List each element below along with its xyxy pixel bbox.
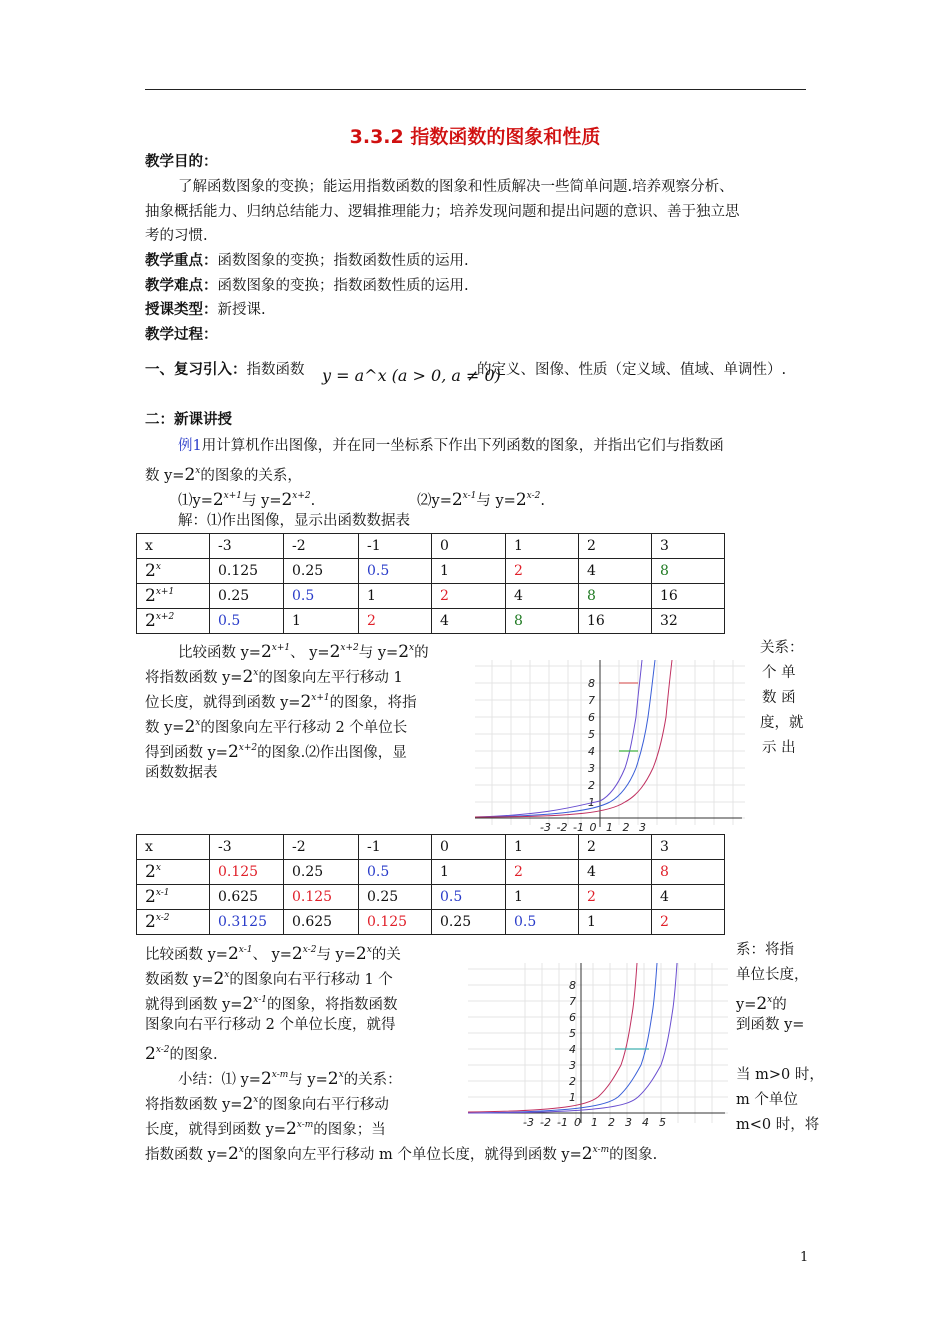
exponent: x	[155, 863, 161, 873]
item2-pre: ⑵y=	[417, 493, 452, 509]
table-cell: 0.5	[506, 910, 579, 935]
table-cell: 0.25	[284, 860, 359, 885]
exponent: x-m	[271, 1070, 289, 1080]
review-pre: 指数函数	[246, 362, 305, 378]
graph-2	[463, 958, 731, 1130]
table-cell: 16	[579, 609, 652, 634]
base: 2	[515, 490, 527, 510]
table-row	[137, 885, 725, 910]
table-cell: 3	[652, 835, 725, 860]
exponent: x	[195, 718, 201, 728]
exponent: x-1	[238, 945, 253, 955]
t: 的图象向右平行移动 1 个	[229, 972, 393, 988]
item2-mid: 与 y=	[476, 493, 516, 509]
summary-line-1	[178, 1065, 402, 1090]
goals-label: 教学目的：	[145, 154, 218, 170]
tick-label: -1	[557, 1116, 568, 1129]
difficulty	[145, 276, 469, 296]
table-cell: 0	[432, 534, 506, 559]
table-cell: 1	[506, 885, 579, 910]
exponent: x	[195, 466, 201, 476]
compare1-right-1: 关系：	[760, 640, 804, 656]
t: 得到函数 y=	[145, 745, 228, 761]
tick-label: 3	[625, 1116, 632, 1129]
compare1-line-5	[145, 738, 407, 763]
t: 的图象.	[609, 1147, 658, 1163]
tick-label: 6	[588, 711, 595, 724]
t: 的图象，将指	[329, 695, 417, 711]
base: 2	[329, 642, 341, 662]
exponent: x+1	[155, 587, 175, 597]
base: 2	[242, 994, 254, 1014]
table-cell: 0.5	[359, 860, 432, 885]
compare1-right-3: 数 函	[762, 690, 796, 706]
compare2-line-1	[145, 940, 401, 965]
t: 将指数函数 y=	[145, 1097, 243, 1113]
row-label	[137, 609, 210, 634]
table-row	[137, 584, 725, 609]
table-cell: 4	[432, 609, 506, 634]
table-cell: 4	[506, 584, 579, 609]
table-cell: 2	[579, 534, 652, 559]
compare2-right-4: 到函数 y=	[736, 1017, 805, 1033]
summary-right-1: 当 m>0 时，	[736, 1067, 824, 1083]
curve-2^(x+1)	[475, 660, 655, 817]
tick-label: 0	[589, 821, 597, 833]
base: 2	[227, 1144, 239, 1164]
exponent: x-2	[526, 491, 541, 501]
base: 2	[327, 1069, 339, 1089]
base: 2	[213, 969, 225, 989]
table-cell: 0.125	[210, 860, 284, 885]
review-line	[145, 360, 305, 380]
tick-label: -3	[523, 1116, 534, 1129]
compare1-right-2: 个 单	[762, 665, 796, 681]
table-cell: 0.3125	[210, 910, 284, 935]
compare1-line-2	[145, 663, 403, 688]
exponent: x	[155, 562, 161, 572]
grid	[468, 963, 728, 1123]
tick-label: 7	[569, 995, 576, 1008]
curve-2^(x+2)	[475, 660, 642, 817]
table-cell: x	[137, 835, 210, 860]
t: 将指数函数 y=	[145, 670, 243, 686]
compare1-line-6: 函数数据表	[145, 765, 218, 781]
review-post: 的定义、图像、性质（定义域、值域、单调性）.	[477, 362, 787, 378]
exponent: x	[253, 668, 259, 678]
base: 2	[212, 490, 224, 510]
base: 2	[398, 642, 410, 662]
table-cell: 0.125	[359, 910, 432, 935]
t: 的关系：	[343, 1072, 402, 1088]
base: 2	[227, 944, 239, 964]
table-cell: 3	[652, 534, 725, 559]
table-cell: 1	[432, 860, 506, 885]
t: 的	[414, 645, 429, 661]
curve-2^x	[475, 660, 672, 817]
goals-line-1: 了解函数图象的变换；能运用指数函数的图象和性质解决一些简单问题.培养观察分析、	[178, 179, 734, 195]
compare1-line-3	[145, 688, 417, 713]
exponent: x	[767, 995, 773, 1005]
exponent: x	[409, 643, 415, 653]
new-lesson-label: 二：新课讲授	[145, 412, 232, 428]
t: 的图象向右平行移动	[258, 1097, 389, 1113]
tick-label: 4	[588, 745, 595, 758]
tick-label: 2	[622, 821, 630, 833]
item-2	[417, 486, 545, 511]
compare1-right-4: 度，就	[760, 715, 804, 731]
example-text-2-pre: 数 y=	[145, 468, 185, 484]
compare2-right-3	[736, 990, 787, 1015]
base: 2	[285, 1119, 297, 1139]
tick-label: 5	[569, 1027, 576, 1040]
tick-label: 4	[569, 1043, 576, 1056]
tick-label: -3	[540, 821, 551, 833]
tick-label: -2	[556, 821, 568, 833]
tick-label: -2	[540, 1116, 551, 1129]
exponent: x+1	[223, 491, 243, 501]
t: 的图象向左平行移动 1	[258, 670, 403, 686]
t: 的图象.⑵作出图像，显	[257, 745, 407, 761]
base: 2	[145, 1044, 156, 1064]
base: 2	[145, 862, 156, 882]
example-text-2-post: 的图象的关系，	[200, 468, 302, 484]
exponent: x-m	[296, 1120, 314, 1130]
class-type	[145, 300, 266, 320]
exponent: x	[224, 970, 230, 980]
example-line-1	[178, 436, 724, 456]
data-table-1	[136, 533, 725, 634]
exponent: x-1	[253, 995, 267, 1005]
table-cell: 2	[579, 885, 652, 910]
t: 与 y=	[316, 947, 356, 963]
table-cell: 0.25	[284, 559, 359, 584]
example-line-2	[145, 461, 302, 486]
t: 就得到函数 y=	[145, 997, 243, 1013]
key-point	[145, 251, 469, 271]
table-cell: 0.25	[359, 885, 432, 910]
diff-label: 教学难点：	[145, 278, 218, 294]
table-cell: 8	[652, 860, 725, 885]
tick-label: 0	[574, 1116, 581, 1129]
table-cell: -3	[210, 534, 284, 559]
summary-line-3	[145, 1115, 386, 1140]
table-cell: 0.25	[210, 584, 284, 609]
table-row	[137, 609, 725, 634]
table-cell: 16	[652, 584, 725, 609]
graph-1	[470, 655, 750, 833]
base: 2	[281, 490, 293, 510]
table-row	[137, 534, 725, 559]
t: 的图象.	[169, 1047, 218, 1063]
row-label	[137, 860, 210, 885]
t: 长度，就得到函数 y=	[145, 1122, 286, 1138]
base: 2	[184, 465, 196, 485]
tick-label: 6	[569, 1011, 576, 1024]
table-cell: 4	[579, 860, 652, 885]
table-cell: 0.5	[210, 609, 284, 634]
table-cell: 4	[652, 885, 725, 910]
t: 的图象向左平行移动 2 个单位长	[200, 720, 408, 736]
base: 2	[260, 642, 272, 662]
exponent: x+2	[340, 643, 359, 653]
table-cell: 2	[359, 609, 432, 634]
table-row	[137, 559, 725, 584]
compare2-line-5	[145, 1040, 218, 1065]
tick-label: 4	[642, 1116, 649, 1129]
row-label	[137, 910, 210, 935]
base: 2	[291, 944, 303, 964]
exponent: x	[366, 945, 372, 955]
summary-line-2	[145, 1090, 389, 1115]
table-cell: 2	[652, 910, 725, 935]
key-text: 函数图象的变换；指数函数性质的运用.	[217, 253, 469, 269]
exponent: x+2	[238, 743, 258, 753]
table-cell: 2	[579, 835, 652, 860]
review-label: 一、复习引入：	[145, 362, 247, 378]
table-cell: 0.125	[284, 885, 359, 910]
t: 比较函数 y=	[145, 947, 228, 963]
table-cell: 0.5	[359, 559, 432, 584]
table-cell: x	[137, 534, 210, 559]
tick-label: 1	[569, 1091, 576, 1104]
t: 数函数 y=	[145, 972, 214, 988]
table-cell: 0.5	[432, 885, 506, 910]
base: 2	[184, 717, 196, 737]
table-cell: 0.125	[210, 559, 284, 584]
table-cell: 4	[579, 559, 652, 584]
tick-label: 8	[588, 677, 595, 690]
t: 、 y=	[290, 645, 330, 661]
table-cell: 2	[506, 559, 579, 584]
solution-line: 解：⑴作出图像，显示出函数数据表	[178, 513, 410, 529]
exponent: x+1	[271, 643, 291, 653]
table-cell: 8	[652, 559, 725, 584]
item1-pre: ⑴y=	[178, 493, 213, 509]
compare2-line-3	[145, 990, 397, 1015]
base: 2	[260, 1069, 272, 1089]
item2-post: .	[540, 493, 545, 509]
table-cell: 0.25	[432, 910, 506, 935]
y-tick-labels	[588, 677, 595, 809]
table-row	[137, 860, 725, 885]
t: 位长度，就得到函数 y=	[145, 695, 301, 711]
t: 、 y=	[252, 947, 292, 963]
t: 与 y=	[288, 1072, 328, 1088]
row-label	[137, 584, 210, 609]
t: 的图象向左平行移动 m 个单位长度，就得到函数 y=	[243, 1147, 582, 1163]
tick-label: 2	[588, 779, 595, 792]
base: 2	[145, 561, 156, 581]
table-cell: -2	[284, 534, 359, 559]
table-cell: 0.625	[210, 885, 284, 910]
exponent: x-1	[462, 491, 477, 501]
summary-right-3: m<0 时，将	[736, 1117, 820, 1133]
tick-label: 7	[588, 694, 595, 707]
compare2-line-4: 图象向右平行移动 2 个单位长度，就得	[145, 1017, 396, 1033]
table-cell: 1	[359, 584, 432, 609]
base: 2	[242, 667, 254, 687]
tick-label: 1	[588, 796, 595, 809]
table-cell: 1	[579, 910, 652, 935]
base: 2	[242, 1094, 254, 1114]
key-label: 教学重点：	[145, 253, 218, 269]
base: 2	[145, 611, 156, 631]
row-label	[137, 559, 210, 584]
tick-label: 1	[591, 1116, 598, 1129]
table-row	[137, 835, 725, 860]
exponent: x	[253, 1095, 259, 1105]
goals-line-2: 抽象概括能力、归纳总结能力、逻辑推理能力；培养发现问题和提出问题的意识、善于独立思	[145, 204, 740, 220]
base: 2	[451, 490, 463, 510]
exponent: x-m	[592, 1145, 610, 1155]
compare1-right-5: 示 出	[762, 740, 796, 756]
tick-label: 3	[588, 762, 595, 775]
table-cell: 0	[432, 835, 506, 860]
table-cell: -3	[210, 835, 284, 860]
t: 的图象；当	[313, 1122, 386, 1138]
tick-label: 3	[639, 821, 646, 833]
compare2-line-2	[145, 965, 393, 990]
page-number: 1	[800, 1250, 809, 1265]
table-cell: 1	[506, 835, 579, 860]
compare1-line-1	[178, 638, 429, 663]
exponent: x	[238, 1145, 244, 1155]
x-tick-labels	[523, 1116, 666, 1129]
diff-text: 函数图象的变换；指数函数性质的运用.	[217, 278, 469, 294]
table-cell: 0.5	[284, 584, 359, 609]
item-1	[178, 486, 315, 511]
t: 的关	[371, 947, 401, 963]
base: 2	[581, 1144, 593, 1164]
process-label: 教学过程：	[145, 327, 218, 343]
t: 数 y=	[145, 720, 185, 736]
base: 2	[300, 692, 312, 712]
example-text-1: 用计算机作出图像，并在同一坐标系下作出下列函数的图象，并指出它们与指数函	[201, 438, 724, 454]
type-label: 授课类型：	[145, 302, 218, 318]
exponent: x-2	[155, 1045, 170, 1055]
t: 与 y=	[358, 645, 399, 661]
table-cell: 0.625	[284, 910, 359, 935]
t: y=	[736, 997, 757, 1013]
tick-label: 2	[569, 1075, 576, 1088]
base: 2	[145, 586, 156, 606]
tick-label: 3	[569, 1059, 576, 1072]
item1-mid: 与 y=	[242, 493, 282, 509]
table-cell: -1	[359, 534, 432, 559]
exponent: x+2	[155, 612, 175, 622]
table-cell: 8	[579, 584, 652, 609]
base: 2	[145, 887, 156, 907]
exponent: x+2	[292, 491, 311, 501]
base: 2	[145, 912, 156, 932]
table-cell: 2	[432, 584, 506, 609]
t: 的图象，将指数函数	[266, 997, 398, 1013]
exponent: x-1	[155, 888, 170, 898]
table-cell: -1	[359, 835, 432, 860]
table-row	[137, 910, 725, 935]
summary-right-2: m 个单位	[736, 1092, 798, 1108]
exponent: x-2	[155, 913, 170, 923]
compare1-line-4	[145, 713, 407, 738]
table-cell: 2	[506, 860, 579, 885]
table-cell: -2	[284, 835, 359, 860]
t: 小结：⑴ y=	[178, 1072, 261, 1088]
data-table-2	[136, 834, 725, 935]
t: 指数函数 y=	[145, 1147, 228, 1163]
tick-label: 2	[608, 1116, 615, 1129]
tick-label: 5	[659, 1116, 666, 1129]
table-cell: 8	[506, 609, 579, 634]
exponent: x+1	[311, 693, 330, 703]
compare2-right-2: 单位长度，	[736, 967, 809, 983]
row-label	[137, 885, 210, 910]
table-cell: 1	[506, 534, 579, 559]
example-label: 例1	[178, 438, 202, 454]
t: 的	[772, 997, 787, 1013]
table-cell: 1	[432, 559, 506, 584]
compare2-right-1: 系：将指	[736, 942, 794, 958]
table-cell: 32	[652, 609, 725, 634]
goals-line-3: 考的习惯.	[145, 228, 208, 244]
summary-line-4	[145, 1140, 657, 1165]
base: 2	[756, 994, 768, 1014]
exp-function-formula: y = a^x (a > 0, a ≠ 0)	[322, 366, 501, 385]
base: 2	[355, 944, 367, 964]
exponent: x	[338, 1070, 344, 1080]
base: 2	[227, 742, 239, 762]
table-cell: 1	[284, 609, 359, 634]
y-tick-labels	[569, 979, 576, 1104]
header-rule	[145, 89, 806, 90]
tick-label: 8	[569, 979, 576, 992]
grid	[475, 660, 745, 825]
t: 比较函数 y=	[178, 645, 261, 661]
page-title: 3.3.2 指数函数的图象和性质	[349, 126, 601, 148]
tick-label: 1	[606, 821, 613, 833]
exponent: x-2	[302, 945, 317, 955]
tick-label: 5	[588, 728, 595, 741]
item1-post: .	[310, 493, 316, 509]
type-text: 新授课.	[217, 302, 266, 318]
tick-label: -1	[573, 821, 584, 833]
x-tick-labels	[540, 821, 646, 833]
